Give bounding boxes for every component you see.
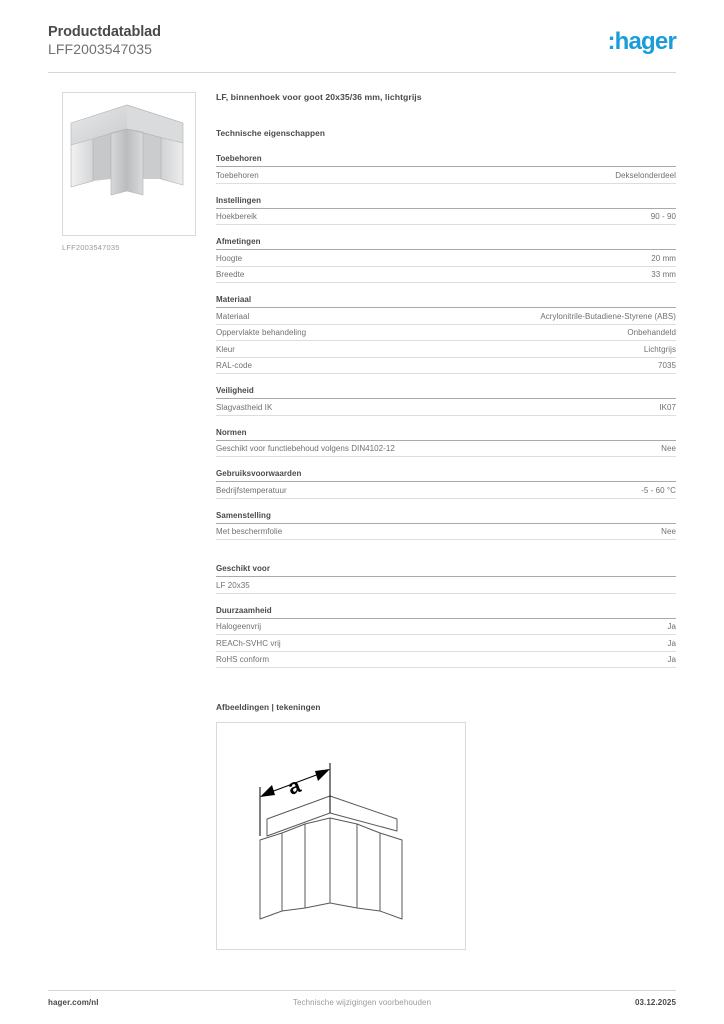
dimension-arrow-left xyxy=(260,785,275,797)
spec-section-title: Gebruiksvoorwaarden xyxy=(216,469,676,482)
spec-section-title: Veiligheid xyxy=(216,386,676,399)
technical-drawing-svg xyxy=(217,723,463,947)
spec-value: Dekselonderdeel xyxy=(615,170,676,180)
spec-label: Oppervlakte behandeling xyxy=(216,328,307,337)
spec-value: Ja xyxy=(667,655,676,664)
spec-value: Ja xyxy=(667,638,676,648)
spec-section xyxy=(216,196,676,226)
spec-value: Lichtgrijs xyxy=(643,344,676,354)
spec-row xyxy=(216,250,676,267)
spec-label: Materiaal xyxy=(216,311,250,321)
product-photo-svg xyxy=(63,93,193,233)
spec-row xyxy=(216,358,676,375)
footer-disclaimer: Technische wijzigingen voorbehouden xyxy=(292,998,432,1007)
footer-date: 03.12.2025 xyxy=(634,998,676,1007)
spec-value: 7035 xyxy=(658,361,676,370)
spec-section xyxy=(216,469,676,499)
spec-section xyxy=(216,428,676,458)
spec-row xyxy=(216,652,676,669)
spec-label: Geschikt voor functiebehoud volgens DIN4102-12 xyxy=(216,444,395,453)
spec-row xyxy=(216,524,676,541)
technical-properties-heading: Technische eigenschappen xyxy=(216,128,325,138)
spec-sections xyxy=(216,154,676,668)
spec-section-title: Normen xyxy=(216,428,676,441)
dimension-arrow-right xyxy=(315,769,330,781)
spec-row xyxy=(216,399,676,416)
spec-section xyxy=(216,564,676,594)
spec-value: -5 - 60 °C xyxy=(641,485,676,495)
spec-label: REACh-SVHC vrij xyxy=(216,638,281,648)
spec-row xyxy=(216,635,676,652)
spec-section-title: Instellingen xyxy=(216,196,676,209)
footer-divider xyxy=(48,990,676,991)
technical-drawing xyxy=(216,722,466,950)
spec-row xyxy=(216,619,676,636)
spec-label: Met beschermfolie xyxy=(216,527,283,536)
spec-value: IK07 xyxy=(659,402,676,412)
spec-row xyxy=(216,341,676,358)
spec-section-title: Samenstelling xyxy=(216,511,676,524)
spec-section xyxy=(216,386,676,416)
spec-row xyxy=(216,441,676,458)
page-header xyxy=(48,24,676,72)
spec-section xyxy=(216,295,676,374)
spec-label: Hoekbereik xyxy=(216,212,257,221)
spec-value: Onbehandeld xyxy=(627,328,676,337)
spec-section xyxy=(216,237,676,283)
product-photo xyxy=(62,92,196,236)
spec-section xyxy=(216,511,676,541)
spec-row xyxy=(216,308,676,325)
spec-row xyxy=(216,577,676,594)
page-title: Productdatablad xyxy=(48,24,161,40)
spec-label: Hoogte xyxy=(216,253,243,263)
spec-label: Kleur xyxy=(216,344,235,354)
main-content xyxy=(216,92,676,950)
product-description: LF, binnenhoek voor goot 20x35/36 mm, lichtgrijs xyxy=(216,92,422,102)
spec-row xyxy=(216,209,676,226)
page-footer xyxy=(48,998,676,1012)
spec-row xyxy=(216,325,676,342)
spec-value: Nee xyxy=(661,444,676,453)
spec-section xyxy=(216,606,676,669)
dimension-label-a: a xyxy=(284,774,304,800)
spec-value: Nee xyxy=(661,527,676,536)
drawings-heading: Afbeeldingen | tekeningen xyxy=(216,702,321,712)
spec-section-title: Toebehoren xyxy=(216,154,676,167)
spec-row xyxy=(216,482,676,499)
spec-label: RoHS conform xyxy=(216,655,270,664)
spec-label: Halogeenvrij xyxy=(216,622,262,631)
spec-section xyxy=(216,154,676,184)
spec-row xyxy=(216,167,676,184)
spec-row xyxy=(216,267,676,284)
header-divider xyxy=(48,72,676,73)
spec-value: Ja xyxy=(667,622,676,631)
spec-label: LF 20x35 xyxy=(216,580,250,590)
spec-label: Bedrijfstemperatuur xyxy=(216,485,287,495)
hager-logo: :hager xyxy=(607,28,676,55)
spec-label: Slagvastheid IK xyxy=(216,402,273,412)
spec-label: Toebehoren xyxy=(216,170,259,180)
spec-label: Breedte xyxy=(216,270,245,279)
spec-section-title: Duurzaamheid xyxy=(216,606,676,619)
spec-value: 90 - 90 xyxy=(650,212,676,221)
spec-section-title: Materiaal xyxy=(216,295,676,308)
spec-label: RAL-code xyxy=(216,361,252,370)
spec-value: Acrylonitrile-Butadiene-Styrene (ABS) xyxy=(540,311,676,321)
product-photo-caption: LFF2003547035 xyxy=(62,243,120,252)
footer-website[interactable]: hager.com/nl xyxy=(48,998,99,1007)
spec-value: 33 mm xyxy=(651,270,676,279)
spec-value: 20 mm xyxy=(651,253,676,263)
spec-section-title: Geschikt voor xyxy=(216,564,676,577)
product-reference: LFF2003547035 xyxy=(48,41,153,57)
spec-section-title: Afmetingen xyxy=(216,237,676,250)
